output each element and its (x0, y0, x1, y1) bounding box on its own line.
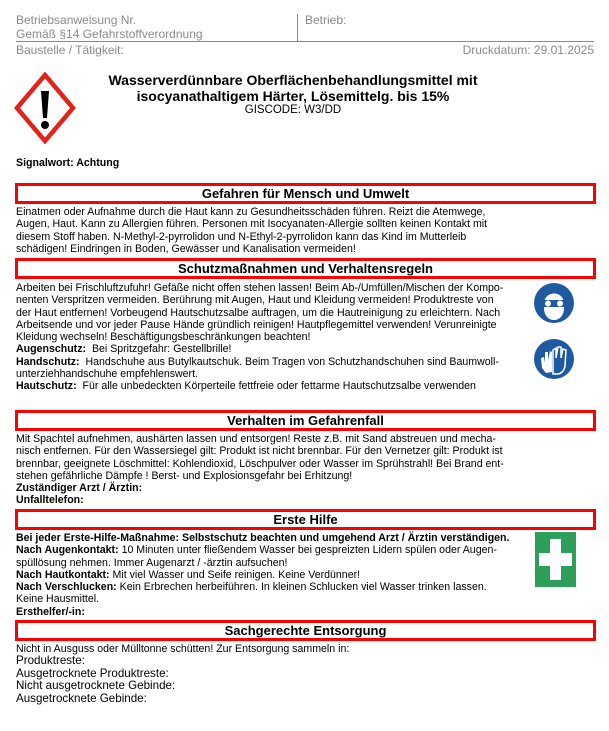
augenkontakt-text: 10 Minuten unter fließendem Wasser bei gespreizten Lidern spülen oder Augen- (121, 544, 497, 557)
unfalltelefon-label: Unfalltelefon: (16, 494, 84, 507)
entsorgung-item: Ausgetrocknete Gebinde: (16, 691, 147, 705)
augenkontakt-label: Nach Augenkontakt: (16, 544, 119, 557)
betriebsanweisung-nr-label: Betriebsanweisung Nr. (16, 13, 137, 27)
first-aid-icon (535, 532, 576, 587)
text-line: nisch entfernen. Für den Wassersiegel gilt: Produkt ist nicht brennbar. Für den Vernetzer gilt: Produkt ist (16, 445, 503, 458)
signalwort: Signalwort: Achtung (16, 157, 120, 169)
augenschutz-text: Bei Spritzgefahr: Gestellbrille! (91, 343, 232, 356)
ghs-exclamation-icon (14, 72, 76, 144)
text-line: der Haut entfernen! Vorbeugend Hautschutzsalbe auftragen, um die Hautreinigung zu erleichtern. Nach (16, 306, 501, 319)
hautschutz-label: Hautschutz: (16, 380, 77, 393)
text-line: nenten Verspritzen vermeiden. Berührung mit Augen, Haut und Kleidung vermeiden! Produktreste von (16, 294, 494, 307)
text-line: Augen, Haut. Kann zu Allergien führen. Personen mit Isocyanaten-Allergie sollten keinen Kontakt mit (16, 218, 488, 231)
text-line: Einatmen oder Aufnahme durch die Haut kann zu Gesundheitsschäden führen. Reizt die Atemwege, (16, 206, 486, 218)
section-schutz-heading: Schutzmaßnahmen und Verhaltensregeln (15, 258, 596, 279)
augenkontakt-text-2: spüllösung nehmen. Immer Augenarzt / -ärztin aufsuchen! (16, 556, 288, 569)
entsorgung-item: Nicht ausgetrocknete Gebinde: (16, 679, 176, 693)
augenschutz-label: Augenschutz: (16, 343, 87, 356)
text-line: Arbeitsende und vor jeder Pause Hände gründlich reinigen! Hautpflegemittel verwenden! Verunreinigte (16, 318, 497, 331)
header-rule (16, 41, 594, 42)
druckdatum: Druckdatum: 29.01.2025 (462, 43, 594, 57)
header-divider (297, 14, 298, 41)
title-line-1: Wasserverdünnbare Oberflächenbehandlungsmittel mit (108, 72, 478, 88)
entsorgung-item: Ausgetrocknete Produktreste: (16, 666, 169, 680)
giscode: GISCODE: W3/DD (244, 104, 342, 116)
handschutz-text-2: unterziehhandschuhe empfehlenswert. (16, 368, 198, 381)
hautkontakt-text: Mit viel Wasser und Seife reinigen. Keine Verdünner! (112, 568, 361, 581)
section-verhalten-heading: Verhalten im Gefahrenfall (15, 410, 596, 431)
erste-hilfe-intro: Bei jeder Erste-Hilfe-Maßnahme: Selbstschutz beachten und umgehend Arzt / Ärztin verständigen. (16, 532, 510, 544)
section-gefahren-heading: Gefahren für Mensch und Umwelt (15, 183, 596, 204)
document-title (80, 72, 506, 117)
handschutz-text: Handschuhe aus Butylkautschuk. Beim Tragen von Schutzhandschuhen sind Baumwoll- (85, 355, 499, 368)
hautkontakt-label: Nach Hautkontakt: (16, 568, 110, 581)
erste-hilfe-text (16, 532, 509, 618)
schutz-text (16, 282, 503, 393)
section-erste-hilfe-heading: Erste Hilfe (15, 509, 596, 530)
text-line: Arbeiten bei Frischluftzufuhr! Gefäße nicht offen stehen lassen! Beim Ab-/Umfüllen/Mischen der Kompo- (16, 282, 504, 294)
handschutz-label: Handschutz: (16, 355, 80, 368)
text-line: brennbar, geeignete Löschmittel: Kohlendioxid, Löschpulver oder Wasser im Sprühstrahl! Bei Brand ent- (16, 457, 504, 470)
section-entsorgung-heading: Sachgerechte Entsorgung (15, 620, 596, 641)
eye-protection-icon (533, 282, 575, 324)
verhalten-text (16, 433, 504, 507)
entsorgung-item: Produktreste: (16, 654, 85, 668)
text-line: Mit Spachtel aufnehmen, aushärten lassen und entsorgen! Reste z.B. mit Sand abstreuen und mecha- (16, 433, 496, 445)
verschlucken-label: Nach Verschlucken: (16, 581, 117, 594)
baustelle-label: Baustelle / Tätigkeit: (16, 43, 124, 57)
verschlucken-text: Kein Erbrechen herbeiführen. In kleinen Schlucken viel Wasser trinken lassen. (119, 581, 487, 594)
entsorgung-intro: Nicht in Ausguss oder Mülltonne schütten! Zur Entsorgung sammeln in: (16, 643, 350, 655)
gemaess-label: Gemäß §14 Gefahrstoffverordnung (16, 27, 203, 41)
title-line-2: isocyanathaltigem Härter, Lösemittelg. bis 15% (136, 88, 450, 104)
hautschutz-text: Für alle unbedeckten Körperteile fettfreie oder fettarme Hautschutzsalbe verwenden (82, 380, 476, 393)
arzt-label: Zuständiger Arzt / Ärztin: (16, 482, 143, 495)
gefahren-text (16, 206, 487, 255)
text-line: schädigen! Eindringen in Boden, Gewässer und Kanalisation vermeiden! (16, 242, 356, 255)
text-line: diesem Stoff haben. N-Methyl-2-pyrrolidon und N-Ethyl-2-pyrrolidon kann das Kind im Mutterleib (16, 230, 467, 243)
ersthelfer-label: Ersthelfer/-in: (16, 605, 85, 618)
hand-protection-icon (533, 338, 575, 380)
verschlucken-text-2: Keine Hausmittel. (16, 593, 100, 606)
text-line: Kleidung wechseln! Beschäftigungsbeschränkungen beachten! (16, 331, 311, 344)
text-line: stehen gefährliche Dämpfe ! Berst- und Explosionsgefahr bei Erhitzung! (16, 469, 353, 482)
betrieb-label: Betrieb: (305, 13, 347, 27)
entsorgung-text (16, 643, 349, 705)
